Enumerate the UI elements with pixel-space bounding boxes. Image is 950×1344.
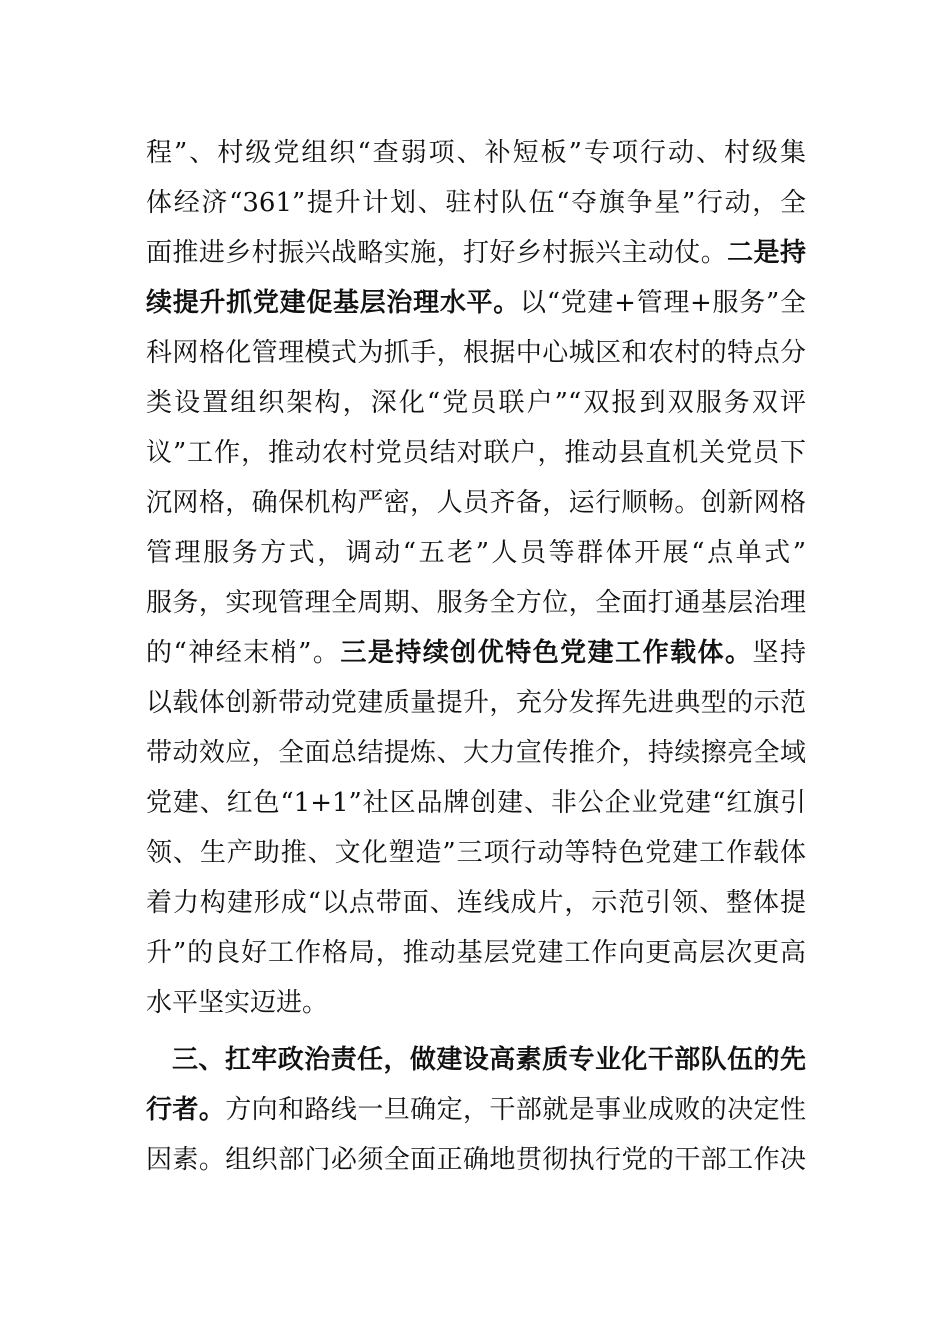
- text-line: 程”、村级党组织“查弱项、补短板”专项行动、村级集: [146, 138, 806, 168]
- text-line: 类设置组织架构，深化“党员联户”“双报到双服务双评: [146, 388, 806, 418]
- text-line: 服务，实现管理全周期、服务全方位，全面打通基层治理: [146, 588, 806, 618]
- text-line: 沉网格，确保机构严密，人员齐备，运行顺畅。创新网格: [146, 488, 806, 518]
- bold-heading-segment: 二是持: [727, 238, 806, 268]
- text-segment: 的“神经末梢”。: [146, 638, 341, 668]
- bold-heading-segment: 续提升抓党建促基层治理水平。: [146, 288, 520, 318]
- text-line: 议”工作，推动农村党员结对联户，推动县直机关党员下: [146, 438, 806, 468]
- text-line: 体经济“361”提升计划、驻村队伍“夺旗争星”行动，全: [146, 188, 806, 218]
- text-line: 因素。组织部门必须全面正确地贯彻执行党的干部工作决: [146, 1145, 806, 1175]
- bold-heading-segment: 行者。: [146, 1095, 226, 1125]
- text-segment: 面推进乡村振兴战略实施，打好乡村振兴主动仗。: [146, 238, 728, 268]
- section-heading: 三、扛牢政治责任，做建设高素质专业化干部队伍的先: [172, 1045, 806, 1075]
- text-line: 科网格化管理模式为抓手，根据中心城区和农村的特点分: [146, 338, 806, 368]
- text-line: 升”的良好工作格局，推动基层党建工作向更高层次更高: [146, 938, 806, 968]
- text-segment: 以“党建+管理+服务”全: [519, 288, 806, 318]
- text-line: 带动效应，全面总结提炼、大力宣传推介，持续擦亮全域: [146, 738, 806, 768]
- text-segment: 坚持: [752, 638, 806, 668]
- text-line: 领、生产助推、文化塑造”三项行动等特色党建工作载体: [146, 838, 806, 868]
- text-line: 以载体创新带动党建质量提升，充分发挥先进典型的示范: [146, 688, 806, 718]
- text-line: [146, 633, 806, 673]
- text-line: 水平坚实迈进。: [146, 988, 329, 1018]
- text-line: [146, 1090, 806, 1130]
- text-line: 党建、红色“1+1”社区品牌创建、非公企业党建“红旗引: [146, 788, 806, 818]
- bold-heading-segment: 三是持续创优特色党建工作载体。: [340, 638, 753, 668]
- text-line: [146, 283, 806, 323]
- text-line: [146, 233, 806, 273]
- text-line: 着力构建形成“以点带面、连线成片，示范引领、整体提: [146, 888, 806, 918]
- text-segment: 方向和路线一旦确定，干部就是事业成败的决定性: [225, 1095, 806, 1125]
- text-line: 管理服务方式，调动“五老”人员等群体开展“点单式”: [146, 538, 806, 568]
